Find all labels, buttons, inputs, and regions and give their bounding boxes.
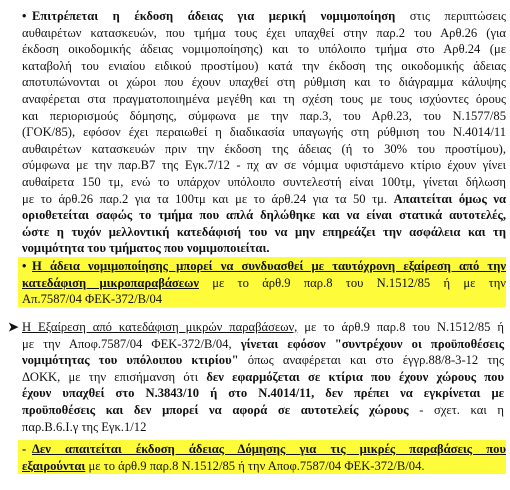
p1-line-2: αυθαιρέτων κατασκευών, που τμήμα τους έχει υπαχθεί στην παρ.2 του Αρθ.26 (για <box>22 25 506 40</box>
p1-line-10: σύμφωνα με την παρ.Β7 της Εγκ.7/12 - πχ αν σε νόμιμα υφιστάμενο κτίριο έχουν γίνει <box>22 158 506 173</box>
p1-line-9: αυθαιρέτων κατασκευών πριν την έκδοση της άδειας (ή το 30% του προστίμου), <box>22 141 506 156</box>
p2-line-3: Απ.7587/04 ΦΕΚ-372/Β/04 <box>22 292 163 307</box>
p3-line-6: προϋποθέσεις και δεν μπορεί να αφορά σε αυτοτελείς χώρους - σχετ. και η <box>22 402 504 417</box>
bullet-icon: • <box>22 259 27 273</box>
p2-line-1: • Η άδεια νομιμοποίησης μπορεί να συνδυασθεί με ταυτόχρονη εξαίρεση από την <box>22 259 506 273</box>
p1-line-14: ώστε η τυχόν μελλοντική κατεδάφισή του να μην επηρεάζει την ασφάλεια και τη <box>22 224 506 239</box>
p1-line-13: οριοθετείται σαφώς το τμήμα που απλά δηλώθηκε και να είναι στατικά αυτοτελές, <box>22 208 506 223</box>
paragraph-combined-exemption <box>22 258 506 308</box>
p1-line-11: αυθαίρετα 150 τμ, ενώ το υπάρχον υπόλοιπο συντελεστή είναι 100τμ, γίνεται δήλωση <box>22 174 506 189</box>
arrow-bullet-icon: ➤ <box>8 320 19 334</box>
p3-line-2: με την Αποφ.7587/04 ΦΕΚ-372/Β/04, γίνεται εφόσον "συντρέχουν οι προϋποθέσεις <box>22 336 505 351</box>
p3-line-3: νομιμότητας του υπόλοιπου κτιρίου" όπως αναφέρεται και στο έγγρ.88/8-3-12 της <box>22 353 505 368</box>
p4-line-1: - Δεν απαιτείται έκδοση άδειας Δόμησης για τις μικρές παραβάσεις που <box>22 442 506 456</box>
p1-line-1: • Επιτρέπεται η έκδοση άδειας για μερική νομιμοποίηση στις περιπτώσεις <box>22 9 506 23</box>
p3-line-4: ΔΟΚΚ, με την επισήμανση ότι δεν εφαρμόζεται σε κτίρια που έχουν χώρους που <box>22 369 504 384</box>
dash-bullet-icon: - <box>22 442 27 456</box>
p1-line-12: με το άρθ.26 παρ.2 για τα 100τμ και με το άρθ.24 για τα 50 τμ. Απαιτείται όμως να <box>22 191 506 206</box>
p3-line-7: παρ.Β.6.Ι.γ της Εγκ.1/12 <box>22 419 147 434</box>
p1-line-3: έκδοση οικοδομικής άδειας νομιμοποίησης) και το υπόλοιπο τμήμα στο Αρθ.24 (με <box>22 42 506 57</box>
p4-line-2: εξαιρούνται με το άρθ.9 παρ.8 Ν.1512/85 ή την Αποφ.7587/04 ΦΕΚ-372/Β/04. <box>22 458 425 473</box>
p1-line-15: νομιμότητα του τμήματος που νομιμοποιείται. <box>22 241 270 256</box>
paragraph-no-permit-required <box>22 441 506 474</box>
p3-line-1: ➤ Η Εξαίρεση από κατεδάφιση μικρών παραβάσεων, με το άρθ.9 παρ.8 του Ν.1512/85 ή <box>8 320 504 334</box>
paragraph-exemption-conditions <box>8 319 504 435</box>
p1-line-8: (ΓΟΚ/85), εφόσον έχει περαιωθεί η διαδικασία υπαγωγής στη ρύθμιση του Ν.4014/11 <box>22 125 506 140</box>
p3-line-5: έχουν υπαχθεί στο Ν.3843/10 ή στο Ν.4014/11, δεν πρέπει να εγκρίνεται με <box>22 386 505 401</box>
p1-line-7: και περιορισμούς δόμησης, σύμφωνα με την παρ.3, του Αρθ.23, του Ν.1577/85 <box>22 108 506 123</box>
paragraph-partial-legalization <box>22 8 506 257</box>
bullet-icon: • <box>22 9 27 23</box>
p2-line-2: κατεδάφιση μικροπαραβάσεων με το άρθ.9 παρ.8 του Ν.1512/85 ή με την <box>22 275 506 290</box>
p1-line-4: καταβολή του ενιαίου ειδικού προστίμου) κατά την έκδοση της οικοδομικής άδειας <box>22 58 506 73</box>
p1-line-6: αναφέρεται στα πραγματοποιημένα μεγέθη και τη σχέση τους με τους ισχύοντες όρους <box>22 91 506 106</box>
p1-line-5: αποτυπώνονται οι χώροι που έχουν υπαχθεί στη ρύθμιση και το διάγραμμα κάλυψης <box>22 75 506 90</box>
